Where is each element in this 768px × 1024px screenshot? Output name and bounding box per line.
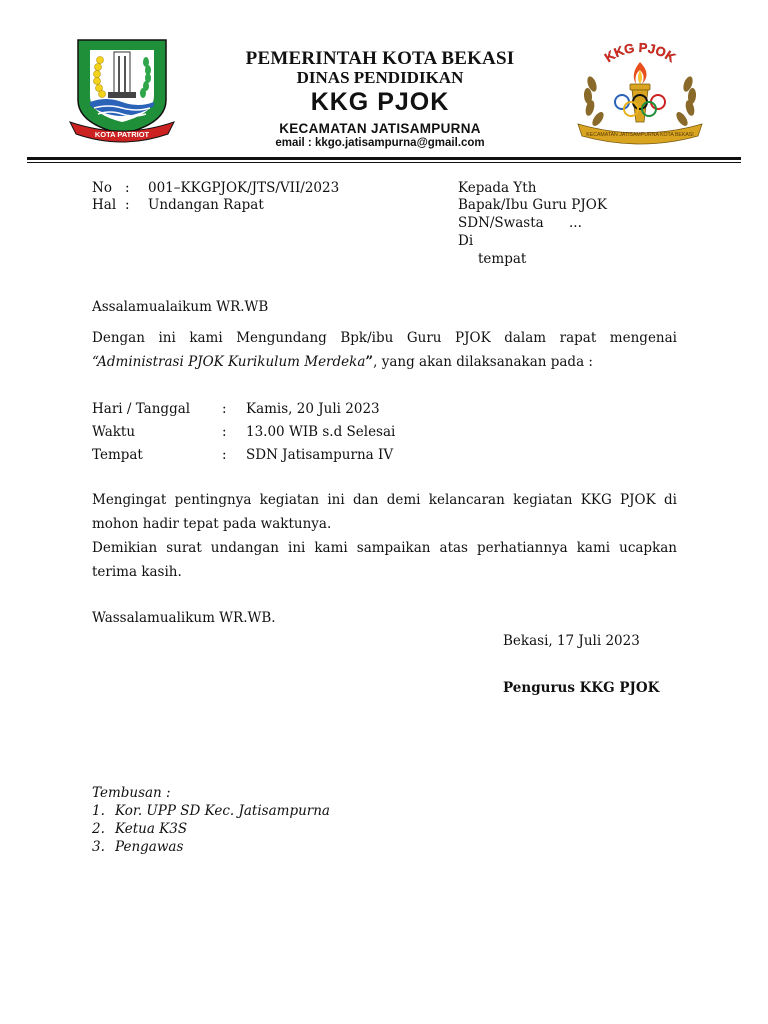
recipient-line-1: Kepada Yth [458,180,537,196]
farewell: Wassalamualikum WR.WB. [92,610,276,626]
detail-time-label: Waktu [92,424,136,440]
recipient-line-3-dots: ... [569,215,582,231]
cc-title: Tembusan : [92,785,171,801]
left-logo-ribbon-text: KOTA PATRIOT [94,130,150,139]
detail-place-colon: : [222,447,227,463]
detail-time-value: 13.00 WIB s.d Selesai [246,424,396,440]
header-department: DINAS PENDIDIKAN [296,68,464,87]
cc-item-3-text: Pengawas [115,839,184,855]
signature-signer: Pengurus KKG PJOK [503,680,660,696]
cc-item-3-number: 3. [92,839,105,855]
signature-place-date: Bekasi, 17 Juli 2023 [503,633,640,649]
cc-item-2-text: Ketua K3S [115,821,188,837]
header-organization: KKG PJOK [310,88,450,116]
letter-number-colon: : [125,180,130,196]
kkg-pjok-emblem [570,40,710,148]
letter-subject-colon: : [125,197,130,213]
intro-paragraph [92,326,677,374]
detail-day-colon: : [222,401,227,417]
detail-place-label: Tempat [92,447,143,463]
letter-number-label: No [92,180,112,196]
letter-subject-label: Hal [92,197,117,213]
intro-topic: “Administrasi PJOK Kurikulum Merdeka [92,354,366,370]
header-district: KECAMATAN JATISAMPURNA [279,121,481,136]
right-logo-ribbon-text: KECAMATAN JATISAMPURNA KOTA BEKASI [586,132,694,138]
header-rule-thick [27,157,741,160]
closing-paragraph-1: Mengingat pentingnya kegiatan ini dan demi kelancaran kegiatan KKG PJOK di mohon hadir tepat pada waktunya. [92,492,677,532]
intro-text-part2: , yang akan dilaksanakan pada : [373,354,593,370]
kota-bekasi-emblem [68,36,176,146]
cc-item-1-text: Kor. UPP SD Kec. Jatisampurna [115,803,330,819]
intro-quote-close: ” [365,354,374,370]
cc-item-1-number: 1. [92,803,105,819]
intro-text-part1: Dengan ini kami Mengundang Bpk/ibu Guru PJOK dalam rapat mengenai [92,330,677,346]
header-email: email : kkgo.jatisampurna@gmail.com [275,137,485,149]
letter-number-value: 001–KKGPJOK/JTS/VII/2023 [148,180,340,196]
letter-subject-value: Undangan Rapat [148,197,264,213]
recipient-line-5: tempat [478,251,527,267]
detail-place-value: SDN Jatisampurna IV [246,447,394,463]
detail-day-label: Hari / Tanggal [92,401,191,417]
svg-text:KKG PJOK [602,40,679,66]
cc-item-2-number: 2. [92,821,105,837]
recipient-line-2: Bapak/Ibu Guru PJOK [458,197,607,213]
header-rule-thin [27,162,741,163]
detail-time-colon: : [222,424,227,440]
right-logo-title-text: KKG PJOK [601,40,679,66]
closing-paragraph-2: Demikian surat undangan ini kami sampaikan atas perhatiannya kami ucapkan terima kasih. [92,540,677,580]
greeting: Assalamualaikum WR.WB [92,299,269,315]
detail-day-value: Kamis, 20 Juli 2023 [246,401,380,417]
recipient-line-3: SDN/Swasta [458,215,544,231]
header-government: PEMERINTAH KOTA BEKASI [245,48,515,69]
recipient-line-4: Di [458,233,474,249]
